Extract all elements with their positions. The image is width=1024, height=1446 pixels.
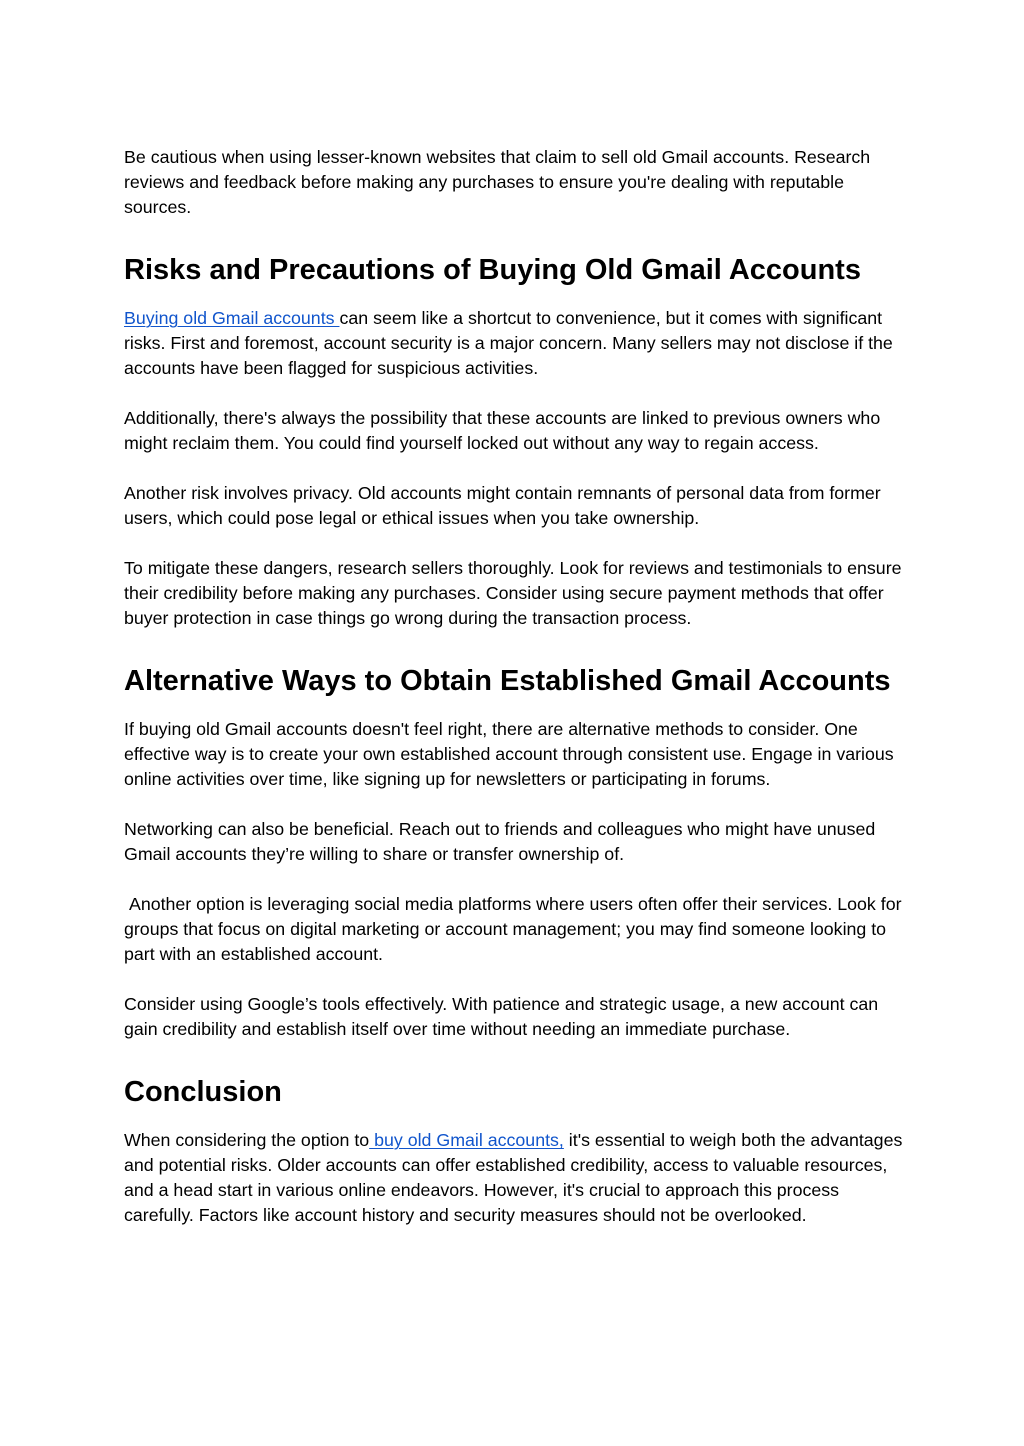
risks-paragraph-2: Additionally, there's always the possibility that these accounts are linked to previous owners who might reclaim them. You could find yourself locked out without any way to regain access. [124, 408, 881, 453]
risks-paragraph-1 [124, 306, 904, 381]
buying-old-gmail-accounts-link[interactable]: Buying old Gmail accounts [124, 308, 340, 328]
alternatives-paragraph-4: Consider using Google’s tools effectively. With patience and strategic usage, a new account can gain credibility and establish itself over time without needing an immediate purchase. [124, 994, 879, 1039]
conclusion-heading: Conclusion [124, 1076, 282, 1108]
buy-old-gmail-accounts-link[interactable]: buy old Gmail accounts, [369, 1130, 564, 1150]
risks-paragraph-3: Another risk involves privacy. Old accounts might contain remnants of personal data from former users, which could pose legal or ethical issues when you take ownership. [124, 483, 881, 528]
alternatives-paragraph-2: Networking can also be beneficial. Reach out to friends and colleagues who might have unused Gmail accounts they’re willing to share or transfer ownership of. [124, 819, 876, 864]
risks-paragraph-1-text: can seem like a shortcut to convenience, but it comes with significant risks. First and foremost, account security is a major concern. Many sellers may not disclose if the accounts have been flagged for suspicious activities. [124, 308, 893, 378]
conclusion-text-before: When considering the option to [124, 1130, 370, 1150]
conclusion-paragraph [124, 1128, 908, 1228]
risks-paragraph-4: To mitigate these dangers, research sellers thoroughly. Look for reviews and testimonials to ensure their credibility before making any purchases. Consider using secure payment methods that offer buyer protection in case things go wrong during the transaction process. [124, 558, 902, 628]
alternatives-heading: Alternative Ways to Obtain Established Gmail Accounts [124, 665, 891, 697]
intro-paragraph: Be cautious when using lesser-known websites that claim to sell old Gmail accounts. Research reviews and feedback before making any purchases to ensure you're dealing with reputable sources. [124, 147, 871, 217]
risks-heading: Risks and Precautions of Buying Old Gmail Accounts [124, 254, 861, 286]
conclusion-text-after: it's essential to weigh both the advantages and potential risks. Older accounts can offer established credibility, access to valuable resources, and a head start in various online endeavors. However, it's crucial to approach this process carefully. Factors like account history and security measures should not be overlooked. [124, 1130, 908, 1225]
alternatives-paragraph-1: If buying old Gmail accounts doesn't feel right, there are alternative methods to consider. One effective way is to create your own established account through consistent use. Engage in various online activities over time, like signing up for newsletters or participating in forums. [124, 719, 894, 789]
alternatives-paragraph-3: Another option is leveraging social media platforms where users often offer their services. Look for groups that focus on digital marketing or account management; you may find someone looking to part with an established account. [124, 894, 907, 964]
document-page [124, 145, 908, 1228]
